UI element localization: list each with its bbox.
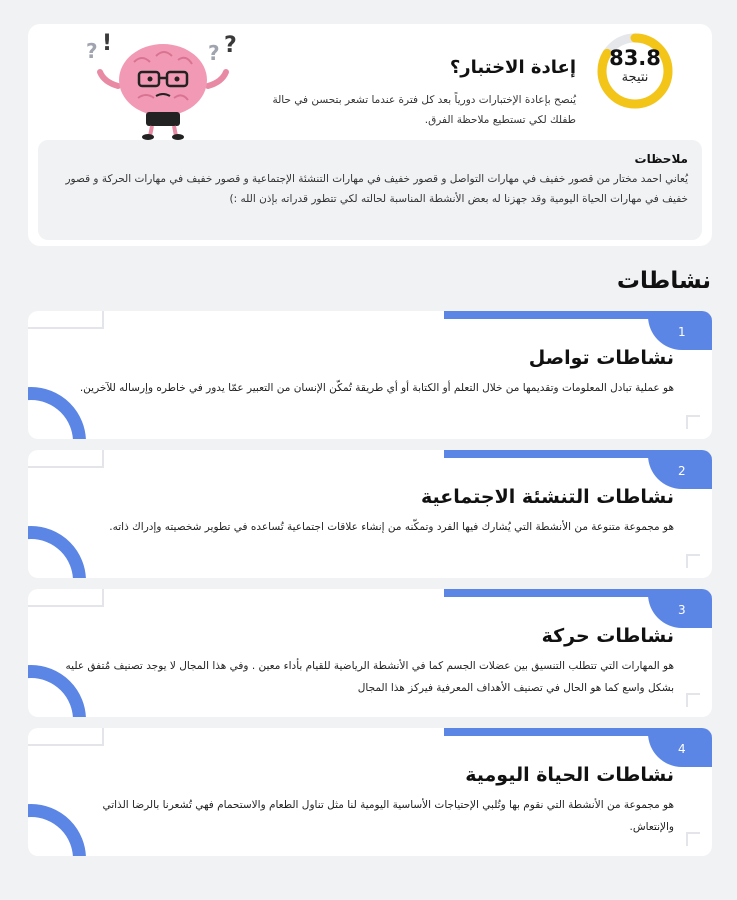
activity-title: نشاطات التنشئة الاجتماعية — [421, 486, 674, 508]
activity-card-daily-living[interactable] — [28, 728, 712, 856]
svg-text:?: ? — [224, 33, 237, 58]
svg-text:!: ! — [102, 31, 113, 56]
score-label: نتيجة — [621, 70, 649, 85]
activity-card-communication[interactable] — [28, 311, 712, 439]
card-corner-decoration — [28, 311, 104, 329]
score-value: 83.8 — [609, 46, 661, 70]
activity-number-badge — [648, 455, 712, 489]
svg-text:?: ? — [208, 41, 220, 65]
activities-section-title: نشاطات — [616, 268, 711, 294]
notes-body: يُعاني احمد مختار من قصور خفيف في مهارات التواصل و قصور خفيف في مهارات التنشئة الإجتماعية و قصور خفيف في مهارات الحركة و قصور خفيف في مهارات الحياة اليومية وقد جهزنا له بعض الأنشطة المناسبة لحالته لكي تتطور قدراته بإذن الله :) — [65, 173, 688, 205]
activity-title: نشاطات حركة — [541, 625, 674, 647]
card-corner-decoration — [686, 554, 700, 568]
activity-number-badge — [648, 594, 712, 628]
svg-text:?: ? — [86, 39, 98, 63]
activity-number-badge — [648, 316, 712, 350]
retest-title: إعادة الاختبار؟ — [449, 57, 576, 78]
activity-number: 1 — [678, 325, 686, 339]
activity-number: 3 — [678, 603, 686, 617]
activity-description: هو عملية تبادل المعلومات وتقديمها من خلال التعلم أو الكتابة أو أي طريقة تُمكّن الإنسان من التعبير عمّا يدور في خاطره وإرساله للآخرين. — [79, 382, 674, 394]
card-corner-decoration — [28, 728, 104, 746]
activity-description: هو مجموعة من الأنشطة التي نقوم بها وتُلبي الإحتياجات الأساسية اليومية لنا مثل تناول الطعام والاستحمام فهي تُشعرنا بالرضا الذاتي والإنتعاش. — [102, 799, 674, 833]
result-card — [28, 24, 712, 246]
activity-description: هو المهارات التي تتطلب التنسيق بين عضلات الجسم كما في الأنشطة الرياضية للقيام بأداء معين . وفي هذا المجال لا يوجد تصنيف مُتفق عليه بشكل واسع كما هو الحال في تصنيف الأهداف المعرفية فيركز هذا المجال — [65, 660, 674, 694]
activity-description: هو مجموعة متنوعة من الأنشطة التي يُشارك فيها الفرد وتمكّنه من إنشاء علاقات اجتماعية تُساعده في تطوير شخصيته وإدراك ذاته. — [109, 521, 674, 533]
activity-number-badge — [648, 733, 712, 767]
card-corner-decoration — [686, 693, 700, 707]
brain-character-confused-icon — [84, 28, 242, 140]
card-corner-decoration — [686, 832, 700, 846]
retest-description: يُنصح بإعادة الإختبارات دورياً بعد كل فترة عندما تشعر بتحسن في حالة طفلك لكي تستطيع ملاحظة الفرق. — [272, 94, 576, 126]
activity-number: 2 — [678, 464, 686, 478]
activity-title: نشاطات تواصل — [528, 347, 674, 369]
notes-title: ملاحظات — [634, 152, 688, 166]
card-corner-decoration — [28, 589, 104, 607]
activity-number: 4 — [678, 742, 686, 756]
activity-card-motor[interactable] — [28, 589, 712, 717]
card-corner-decoration — [28, 450, 104, 468]
notes-box — [38, 140, 702, 240]
activity-card-socialization[interactable] — [28, 450, 712, 578]
card-corner-decoration — [686, 415, 700, 429]
activity-title: نشاطات الحياة اليومية — [465, 764, 674, 786]
